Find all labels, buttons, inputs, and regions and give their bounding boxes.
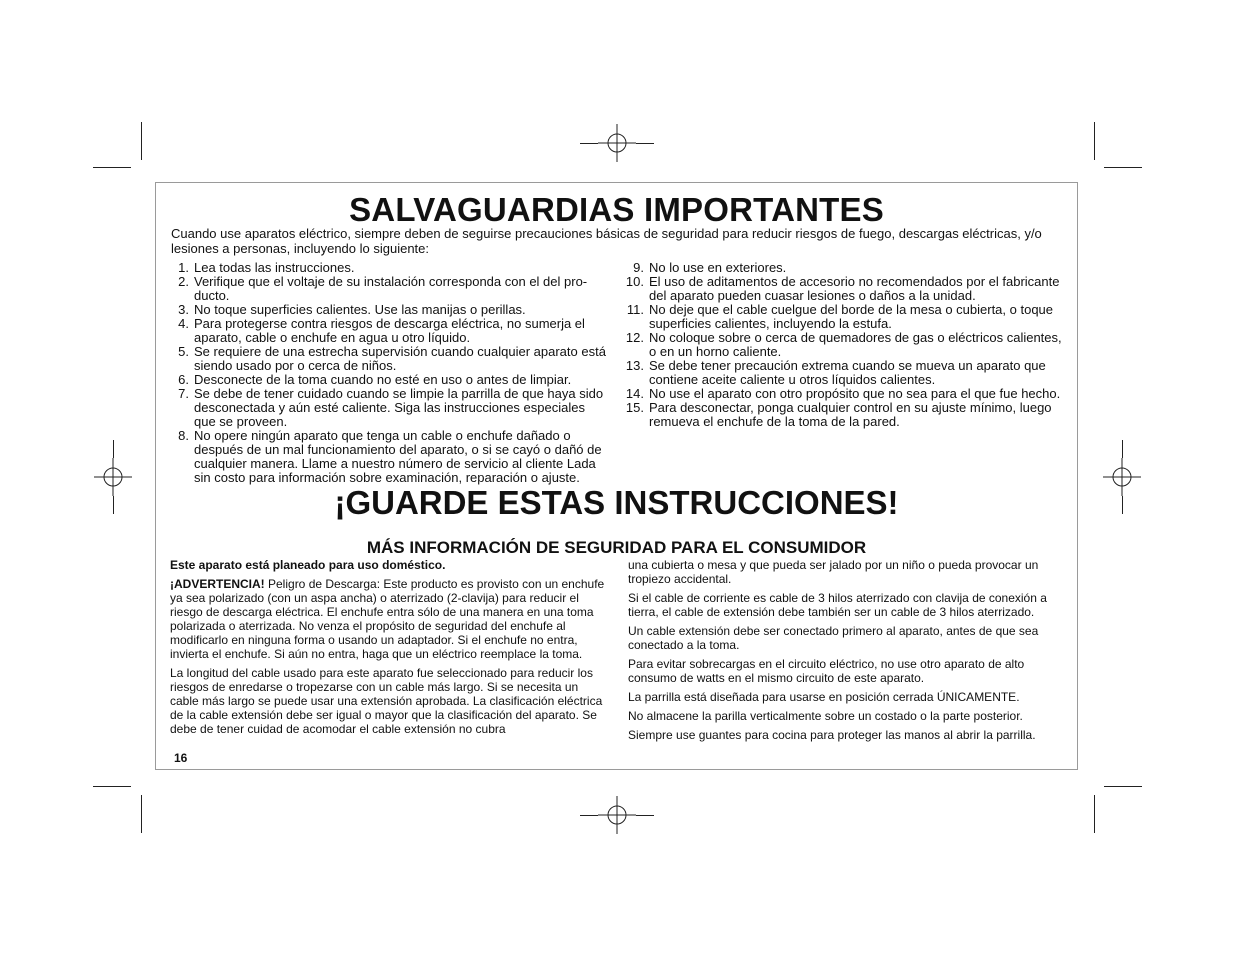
registration-line-top-right xyxy=(636,143,654,144)
crop-mark-bl-horizontal xyxy=(93,786,131,787)
warning-label: ¡ADVERTENCIA! xyxy=(170,577,265,591)
list-item: 6. Desconecte de la toma cuando no esté en uso o antes de limpiar. xyxy=(178,372,572,387)
safeguards-list-right xyxy=(611,261,1066,429)
registration-mark-left xyxy=(94,458,132,496)
list-item: 13. Se debe tener precaución extrema cuando se mueva un aparato que contiene aceite caliente u otros líquidos calientes. xyxy=(625,358,1046,387)
list-item: 12. No coloque sobre o cerca de quemadores de gas o eléctricos calientes, o en un horno caliente. xyxy=(625,330,1062,359)
list-item: 14. No use el aparato con otro propósito que no sea para el que fue hecho. xyxy=(625,386,1061,401)
safeguards-list-left xyxy=(156,261,606,485)
crop-mark-tl-horizontal xyxy=(93,167,131,168)
paragraph: Si el cable de corriente es cable de 3 hilos aterrizado con clavija de conexión a tierra, el cable de extensión debe también ser un cable de 3 hilos aterrizado. xyxy=(628,591,1047,619)
list-item: 11. No deje que el cable cuelgue del borde de la mesa o cubierta, o toque superficies calientes, incluyendo la estufa. xyxy=(626,302,1054,331)
registration-line-bottom-left xyxy=(580,815,598,816)
list-item: 4. Para protegerse contra riesgos de descarga eléctrica, no sumerja el aparato, cable o enchufe en agua u otro líquido. xyxy=(178,316,585,345)
registration-mark-top xyxy=(598,124,636,162)
domestic-use-note: Este aparato está planeado para uso doméstico. xyxy=(170,558,446,572)
paragraph: La parrilla está diseñada para usarse en posición cerrada ÚNICAMENTE. xyxy=(628,690,1020,704)
list-item: 7. Se debe de tener cuidado cuando se limpie la parrilla de que haya sido desconectada y aún esté caliente. Siga las instrucciones especiales que se proveen. xyxy=(178,386,604,429)
registration-mark-bottom xyxy=(598,796,636,834)
crop-mark-br-horizontal xyxy=(1104,786,1142,787)
registration-line-left-top xyxy=(113,440,114,458)
list-item: 9. No lo use en exteriores. xyxy=(633,260,787,275)
list-item: 1. Lea todas las instrucciones. xyxy=(178,260,355,275)
list-item: 5. Se requiere de una estrecha supervisión cuando cualquier aparato está siendo usado por o cerca de niños. xyxy=(178,344,606,373)
page-title: SALVAGUARDIAS IMPORTANTES xyxy=(349,191,884,228)
registration-line-right-top xyxy=(1122,440,1123,458)
intro-paragraph: Cuando use aparatos eléctrico, siempre deben de seguirse precauciones básicas de seguridad para reducir riesgos de fuego, descargas eléctricas, y/o lesiones a personas, incluyendo lo siguiente: xyxy=(171,226,1042,256)
paragraph: una cubierta o mesa y que pueda ser jalado por un niño o pueda provocar un tropiezo accidental. xyxy=(628,558,1039,586)
consumer-safety-heading: MÁS INFORMACIÓN DE SEGURIDAD PARA EL CONSUMIDOR xyxy=(366,538,867,557)
consumer-info-right-column xyxy=(628,558,1070,747)
registration-line-top-left xyxy=(580,143,598,144)
list-item: 3. No toque superficies calientes. Use las manijas o perillas. xyxy=(178,302,526,317)
crop-mark-tr-horizontal xyxy=(1104,167,1142,168)
registration-line-right-bottom xyxy=(1122,496,1123,514)
warning-paragraph xyxy=(170,577,607,661)
page-frame xyxy=(155,182,1078,770)
list-item: 8. No opere ningún aparato que tenga un cable o enchufe dañado o después de un mal funcionamiento del aparato, o si se cayó o dañó de cualquier manera. Llame a nuestro número de servicio al cliente Lada sin costo para información sobre examinación, reparación o ajuste. xyxy=(178,428,602,485)
crop-mark-tr-vertical xyxy=(1094,122,1095,160)
save-instructions-heading: ¡GUARDE ESTAS INSTRUCCIONES! xyxy=(334,484,899,521)
crop-mark-br-vertical xyxy=(1094,795,1095,833)
list-item: 15. Para desconectar, ponga cualquier control en su ajuste mínimo, luego remueva el enchufe de la toma de la pared. xyxy=(625,400,1052,429)
consumer-info-left-column xyxy=(170,558,607,741)
crop-mark-tl-vertical xyxy=(141,122,142,160)
list-item: 10. El uso de aditamentos de accesorio no recomendados por el fabricante del aparato pueden cuasar lesiones o daños a la unidad. xyxy=(625,274,1060,303)
registration-line-left-bottom xyxy=(113,496,114,514)
registration-line-bottom-right xyxy=(636,815,654,816)
paragraph: Para evitar sobrecargas en el circuito eléctrico, no use otro aparato de alto consumo de watts en el mismo circuito de este aparato. xyxy=(628,657,1025,685)
paragraph: Siempre use guantes para cocina para proteger las manos al abrir la parrilla. xyxy=(628,728,1036,742)
paragraph: Un cable extensión debe ser conectado primero al aparato, antes de que sea conectado a la toma. xyxy=(628,624,1039,652)
cord-length-paragraph: La longitud del cable usado para este aparato fue seleccionado para reducir los riesgos de enredarse o tropezarse con un cable más largo. Si se necesita un cable más largo se puede usar una extensión aprobada. La clasificación eléctrica de la cable extensión debe ser igual o mayor que la clasificación del aparato. Se debe de tener cuidad de acomodar el cable extensión no cubra xyxy=(170,666,603,736)
list-item: 2. Verifique que el voltaje de su instalación corresponda con el del pro-ducto. xyxy=(178,274,588,303)
registration-mark-right xyxy=(1103,458,1141,496)
paragraph: No almacene la parilla verticalmente sobre un costado o la parte posterior. xyxy=(628,709,1023,723)
page-number: 16 xyxy=(174,751,188,765)
crop-mark-bl-vertical xyxy=(141,795,142,833)
warning-text: Peligro de Descarga: Este producto es provisto con un enchufe ya sea polarizado (con un aspa ancha) o aterrizado (2-clavija) para reducir el riesgo de descarga eléctrica. El enchufe entra sólo de una manera en una toma polarizada o aterrizada. No venza el propósito de seguridad del enchufe al modificarlo en ninguna forma o usando un adaptador. Si el enchufe no entra, invierta el enchufe. Si aún no entra, haga que un eléctrico reemplace la toma. xyxy=(170,577,605,661)
